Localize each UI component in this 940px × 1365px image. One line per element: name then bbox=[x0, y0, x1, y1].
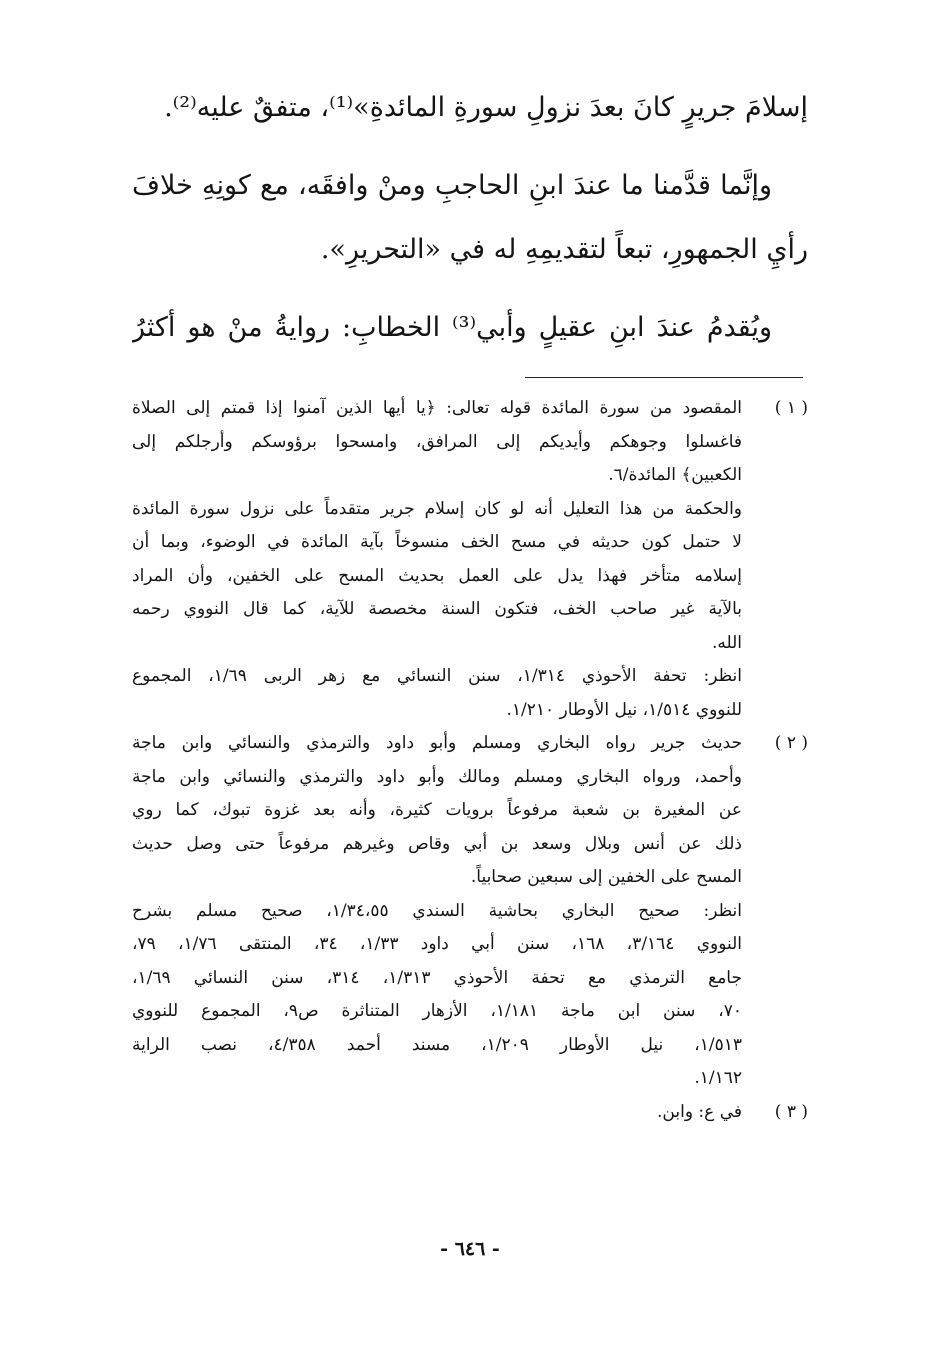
footnote-line: للنووي ١/٥١٤، نيل الأوطار ١/٢١٠. bbox=[506, 699, 742, 720]
footnote-3 bbox=[132, 1096, 808, 1130]
footnote-line: بالآية غير صاحب الخف، فتكون السنة مخصصة للآية، كما قال النووي رحمه bbox=[132, 599, 742, 619]
footnote-line: المقصود من سورة المائدة قوله تعالى: ﴿يا أيها الذين آمنوا إذا قمتم إلى الصلاة bbox=[132, 398, 742, 418]
footnote-line: انظر: صحيح البخاري بحاشية السندي ١/٣٤،٥٥، صحيح مسلم بشرح bbox=[132, 900, 742, 921]
footnote-line: انظر: تحفة الأحوذي ١/٣١٤، سنن النسائي مع زهر الربى ١/٦٩، المجموع bbox=[132, 666, 742, 686]
footnote-line: الكعبين﴾ المائدة/٦. bbox=[608, 465, 742, 485]
main-line-3: رأيِ الجمهورِ، تبعاً لتقديمِهِ له في «التحريرِ». bbox=[320, 234, 808, 265]
footnote-line: ١/١٦٢. bbox=[694, 1068, 742, 1088]
footnote-line: حديث جرير رواه البخاري ومسلم وأبو داود والترمذي والنسائي وابن ماجة bbox=[132, 733, 742, 753]
footnote-1 bbox=[132, 392, 808, 727]
footnote-number: ( ٢ ) bbox=[774, 733, 808, 753]
footnote-line: ١/٥١٣، نيل الأوطار ١/٢٠٩، مسند أحمد ٤/٣٥٨، نصب الراية bbox=[132, 1034, 742, 1055]
footnote-line: في ع: وابن. bbox=[657, 1101, 742, 1122]
main-line-2: وإنَّما قدَّمنا ما عندَ ابنِ الحاجبِ ومنْ وافقَه، مع كونِهِ خلافَ bbox=[132, 170, 772, 201]
footnotes bbox=[132, 392, 808, 1129]
main-line-4: ويُقدمُ عندَ ابنِ عقيلٍ وأبي⁽³⁾ الخطابِ: روايةُ منْ هو أكثرُ bbox=[132, 312, 773, 343]
footnote-line: وأحمد، ورواه البخاري ومسلم ومالك وأبو داود والترمذي والنسائي وابن ماجة bbox=[132, 766, 742, 787]
footnote-line: ذلك عن أنس وبلال وسعد بن أبي وقاص وغيرهم مرفوعاً حتى وصل حديث bbox=[132, 833, 742, 854]
footnote-line: لا حتمل كون حديثه في مسح الخف منسوخاً بآية المائدة في الوضوء، وبما أن bbox=[132, 532, 742, 552]
page-number: - ٦٤٦ - bbox=[440, 1238, 500, 1260]
footnote-line: إسلامه متأخر فهذا يدل على العمل بحديث المسح على الخفين، وأن المراد bbox=[132, 565, 742, 586]
footnote-line: فاغسلوا وجوهكم وأيديكم إلى المرافق، وامسحوا برؤوسكم وأرجلكم إلى bbox=[132, 431, 742, 452]
footnote-number: ( ٣ ) bbox=[774, 1101, 808, 1122]
footnote-line: جامع الترمذي مع تحفة الأحوذي ١/٣١٣، ٣١٤، سنن النسائي ١/٦٩، bbox=[132, 967, 742, 988]
footnote-line: النووي ٣/١٦٤، ١٦٨، سنن أبي داود ١/٣٣، ٣٤، المنتقى ١/٧٦، ٧٩، bbox=[132, 934, 742, 954]
footnote-separator bbox=[525, 377, 803, 378]
footnote-2 bbox=[132, 727, 808, 1096]
footnote-line: المسح على الخفين إلى سبعين صحابياً. bbox=[470, 867, 742, 887]
footnote-number: ( ١ ) bbox=[774, 398, 808, 418]
main-line-1: إسلامَ جريرٍ كانَ بعدَ نزولِ سورةِ المائدةِ»⁽¹⁾، متفقٌ عليه⁽²⁾. bbox=[164, 92, 808, 123]
footnote-line: ٧٠، سنن ابن ماجة ١/١٨١، الأزهار المتناثرة ص٩، المجموع للنووي bbox=[132, 1001, 742, 1021]
footnote-line: عن المغيرة بن شعبة مرفوعاً برويات كثيرة، وأنه بعد غزوة تبوك، كما روي bbox=[132, 800, 742, 820]
footnote-line: الله. bbox=[711, 632, 742, 653]
footnote-line: والحكمة من هذا التعليل أنه لو كان إسلام جرير متقدماً على نزول سورة المائدة bbox=[132, 498, 742, 519]
main-text bbox=[132, 88, 808, 372]
